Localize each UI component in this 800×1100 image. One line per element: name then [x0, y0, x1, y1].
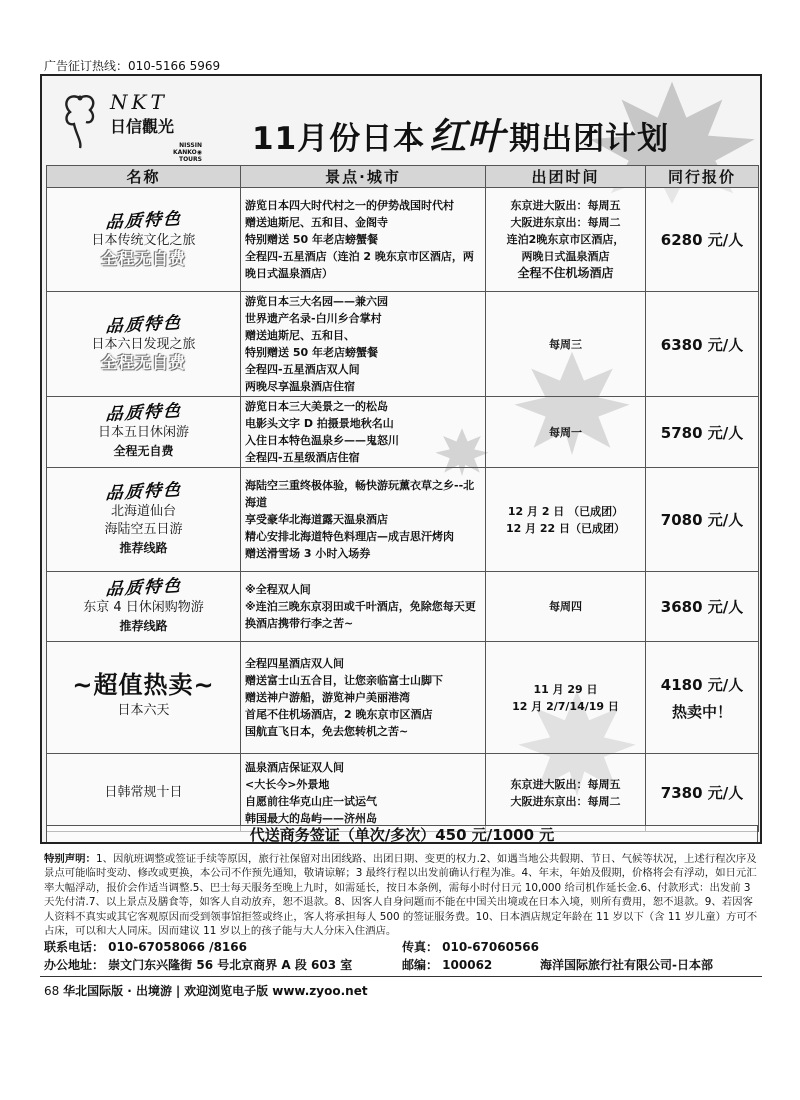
- header-spots: 景点·城市: [241, 166, 486, 188]
- ebook-link[interactable]: 欢迎浏览电子版 www.zyoo.net: [184, 984, 368, 998]
- tour-name-cell: [47, 188, 241, 292]
- tour-spots-cell: [241, 642, 486, 754]
- tour-name-cell: [47, 397, 241, 468]
- ad-frame: [40, 74, 762, 844]
- quality-stamp: 品质特色: [104, 479, 183, 504]
- tour-price: 4180 元/人: [660, 675, 744, 694]
- page-title: [252, 106, 669, 160]
- spot-line: 自愿前往华克山庄一试运气: [245, 794, 377, 808]
- publication-name: 华北国际版 · 出境游: [63, 984, 173, 998]
- tour-name: 东京 4 日休闲购物游: [83, 599, 204, 615]
- time-line: 11 月 29 日: [533, 682, 598, 696]
- table-row: [47, 397, 759, 468]
- spot-line: 电影头文字 D 拍摄景地秋名山: [245, 417, 394, 430]
- tour-name-cell: [47, 572, 241, 642]
- logo-cn-text: 日信觀光: [110, 117, 175, 136]
- tour-price-cell: [646, 642, 759, 754]
- special-notes: [44, 852, 758, 938]
- tour-name-cell: [47, 754, 241, 832]
- contact-phone: 联系电话： 010-67058066 /8166: [44, 940, 247, 954]
- tour-subtitle: 全程无自费: [113, 444, 174, 458]
- spot-line: 精心安排北海道特色料理店—成吉思汗烤肉: [245, 530, 454, 543]
- table-row: [47, 642, 759, 754]
- tour-name: 日本传统文化之旅: [91, 232, 196, 248]
- notes-label: 特别声明：: [44, 853, 96, 865]
- quality-stamp: 品质特色: [104, 401, 183, 425]
- spot-line: 温泉酒店保证双人间: [245, 760, 344, 774]
- tour-name: 北海道仙台: [110, 503, 176, 519]
- time-line: 全程不住机场酒店: [517, 266, 614, 280]
- tour-price: 6380 元/人: [646, 292, 759, 397]
- tour-time-cell: [486, 642, 646, 754]
- office-address: 办公地址： 崇文门东兴隆街 56 号北京商界 A 段 603 室: [44, 958, 353, 972]
- tour-time-cell: [486, 397, 646, 468]
- ad-hotline: 广告征订热线：010-5166 5969: [44, 59, 221, 73]
- spot-line: 全程四-五星酒店双人间: [245, 363, 360, 376]
- spot-line: ※连泊三晚东京羽田或千叶酒店，免除您每天更换酒店携带行李之苦~: [245, 600, 476, 630]
- spot-line: 世界遗产名录-白川乡合掌村: [245, 312, 382, 325]
- tour-spots-cell: [241, 572, 486, 642]
- logo-en-line2: TOURS: [178, 156, 202, 163]
- notes-text: 1、因航班调整或签证手续等原因，旅行社保留对出团线路、出团日期、变更的权力.2、如遇当地公共假期、节日、气候等状况，上述行程次序及景点可能临时变动、修改或更换，本公司不作预先通知，敬请谅解；3 最终行程以出发前确认行程为准。4、年末，年始及假期，价格将会有浮动，如日元汇率大幅浮动，报价会作适当调整.5、巴士每天服务至晚上九时，如需延长，按日本条例，需每小时付日元 10,000 给司机作延长金.6、付款形式：出发前 3 天先付清.7、以上景点及膳食等，如客人自动放弃，恕不退款。8、因客人自身问题而不能在中国关出境或在日本入境，则所有费用，恕不退款。9、若因客人资料不真实或其它客观原因而受到领事馆拒签或终止，客人将承担每人 500 的签证服务费。10、日本酒店规定年龄在 11 岁以下（含 11 岁儿童）方可不占床，可以和大人同床。因而建议 11 岁以上的孩子能与大人分床入住酒店。: [44, 853, 758, 938]
- quality-stamp: 品质特色: [104, 208, 183, 233]
- header-time: 出团时间: [486, 166, 646, 188]
- no-extra-fee-badge: 全程无自费: [100, 353, 186, 372]
- time-line: 每周四: [549, 600, 582, 613]
- time-line: 12 月 2 日 （已成团）: [507, 504, 624, 518]
- no-extra-fee-badge: 全程无自费: [100, 248, 186, 268]
- quality-stamp: 品质特色: [104, 575, 183, 600]
- time-line: 东京进大阪出：每周五: [510, 777, 621, 791]
- agency-name: 海洋国际旅行社有限公司-日本部: [540, 958, 713, 972]
- tour-time-cell: [486, 572, 646, 642]
- tour-name: 日本六天: [117, 702, 170, 718]
- spot-line: 游览日本三大美景之一的松岛: [245, 400, 388, 413]
- spot-line: 赠送滑雪场 3 小时入场券: [245, 547, 371, 560]
- page-footer: [44, 982, 368, 999]
- title-part-2: 红叶: [429, 114, 506, 158]
- spot-line: 两晚尽享温泉酒店住宿: [245, 380, 355, 393]
- time-line: 大阪进东京出：每周二: [510, 216, 621, 229]
- table-row: [47, 292, 759, 397]
- tour-spots-cell: [241, 397, 486, 468]
- spot-line: 全程四-五星酒店（连泊 2 晚东京市区酒店，两晚日式温泉酒店）: [245, 250, 474, 280]
- hot-sale-title: ~超值热卖~: [72, 670, 215, 699]
- title-part-3: 期出团计划: [509, 121, 670, 157]
- time-line: 每周一: [549, 425, 582, 439]
- spot-line: 国航直飞日本，免去您转机之苦~: [245, 725, 409, 738]
- header-name: 名称: [47, 166, 241, 188]
- footer-divider: [40, 976, 762, 977]
- spot-line: 赠送神户游船，游览神户美丽港湾: [245, 691, 410, 704]
- table-row: [47, 572, 759, 642]
- contact-fax: 传真： 010-67060566: [402, 940, 540, 954]
- tour-price: 7380 元/人: [646, 754, 759, 832]
- butterfly-logo-icon: [60, 90, 100, 150]
- footer-separator: |: [175, 984, 181, 998]
- table-row: [47, 468, 759, 572]
- spot-line: <大长今>外景地: [245, 777, 330, 791]
- time-line: 12 月 2/7/14/19 日: [512, 699, 619, 713]
- tour-price: 7080 元/人: [646, 468, 759, 572]
- spot-line: ※全程双人间: [245, 583, 311, 596]
- spot-line: 海陆空三重终极体验，畅快游玩薰衣草之乡--北海道: [245, 479, 475, 509]
- tour-name-cell: [47, 468, 241, 572]
- time-line: 东京进大阪出：每周五: [510, 199, 621, 212]
- logo-en-text: NISSIN KANKO◉ TOURS: [172, 142, 202, 163]
- time-line: 12 月 22 日（已成团）: [505, 521, 626, 535]
- time-line: 每周三: [549, 337, 582, 351]
- tour-subtitle: 推荐线路: [119, 618, 168, 633]
- tour-table: [46, 165, 759, 832]
- table-row: [47, 754, 759, 832]
- tour-time-cell: [486, 754, 646, 832]
- logo-en-line1: NISSIN KANKO: [172, 142, 202, 156]
- spot-line: 赠送迪斯尼、五和目、: [245, 329, 355, 342]
- tour-price: 6280 元/人: [646, 188, 759, 292]
- spot-line: 全程四星酒店双人间: [245, 657, 344, 670]
- time-line: 大阪进东京出：每周二: [510, 794, 621, 808]
- spot-line: 全程四-五星级酒店住宿: [245, 451, 360, 464]
- tour-time-cell: [486, 188, 646, 292]
- tour-spots-cell: [241, 292, 486, 397]
- spot-line: 游览日本四大时代村之一的伊势战国时代村: [245, 199, 454, 212]
- page-number: 68: [44, 984, 60, 998]
- tour-time-cell: [486, 292, 646, 397]
- time-line: 连泊2晚东京市区酒店，: [506, 233, 625, 246]
- time-line: 两晚日式温泉酒店: [521, 250, 610, 263]
- visa-service: 代送商务签证（单次/多次）450 元/1000 元: [46, 825, 758, 844]
- spot-line: 享受豪华北海道露天温泉酒店: [245, 513, 388, 526]
- spot-line: 入住日本特色温泉乡——鬼怒川: [245, 434, 399, 447]
- spot-line: 赠送富士山五合目，让您亲临富士山脚下: [245, 674, 443, 687]
- tour-name-cell: [47, 292, 241, 397]
- header-price: 同行报价: [646, 166, 759, 188]
- spot-line: 游览日本三大名园——兼六园: [245, 295, 388, 308]
- tour-name-cell: [47, 642, 241, 754]
- tour-time-cell: [486, 468, 646, 572]
- logo-nkt-text: NKT: [110, 90, 168, 114]
- company-logo: [52, 84, 202, 162]
- tour-name: 日本六日发现之旅: [91, 337, 196, 352]
- tour-spots-cell: [241, 188, 486, 292]
- hot-sale-label: 热卖中！: [671, 702, 732, 721]
- spot-line: 首尾不住机场酒店，2 晚东京市区酒店: [245, 708, 433, 721]
- title-part-1: 11月份日本: [252, 121, 426, 157]
- spot-line: 韩国最大的岛屿——济州岛: [245, 811, 377, 825]
- postcode: 邮编： 100062: [402, 958, 493, 972]
- tour-price: 3680 元/人: [646, 572, 759, 642]
- quality-stamp: 品质特色: [104, 313, 183, 337]
- tour-name-line2: 海陆空五日游: [104, 521, 183, 537]
- spot-line: 特别赠送 50 年老店螃蟹餐: [245, 233, 378, 246]
- tour-subtitle: 推荐线路: [119, 540, 168, 555]
- tour-price: 5780 元/人: [646, 397, 759, 468]
- tour-name: 日本五日休闲游: [97, 425, 189, 440]
- tour-spots-cell: [241, 468, 486, 572]
- table-row: [47, 188, 759, 292]
- table-header-row: [47, 166, 759, 188]
- tour-spots-cell: [241, 754, 486, 832]
- spot-line: 赠送迪斯尼、五和目、金阁寺: [245, 216, 388, 229]
- spot-line: 特别赠送 50 年老店螃蟹餐: [245, 346, 378, 359]
- tour-name: 日韩常规十日: [104, 784, 183, 800]
